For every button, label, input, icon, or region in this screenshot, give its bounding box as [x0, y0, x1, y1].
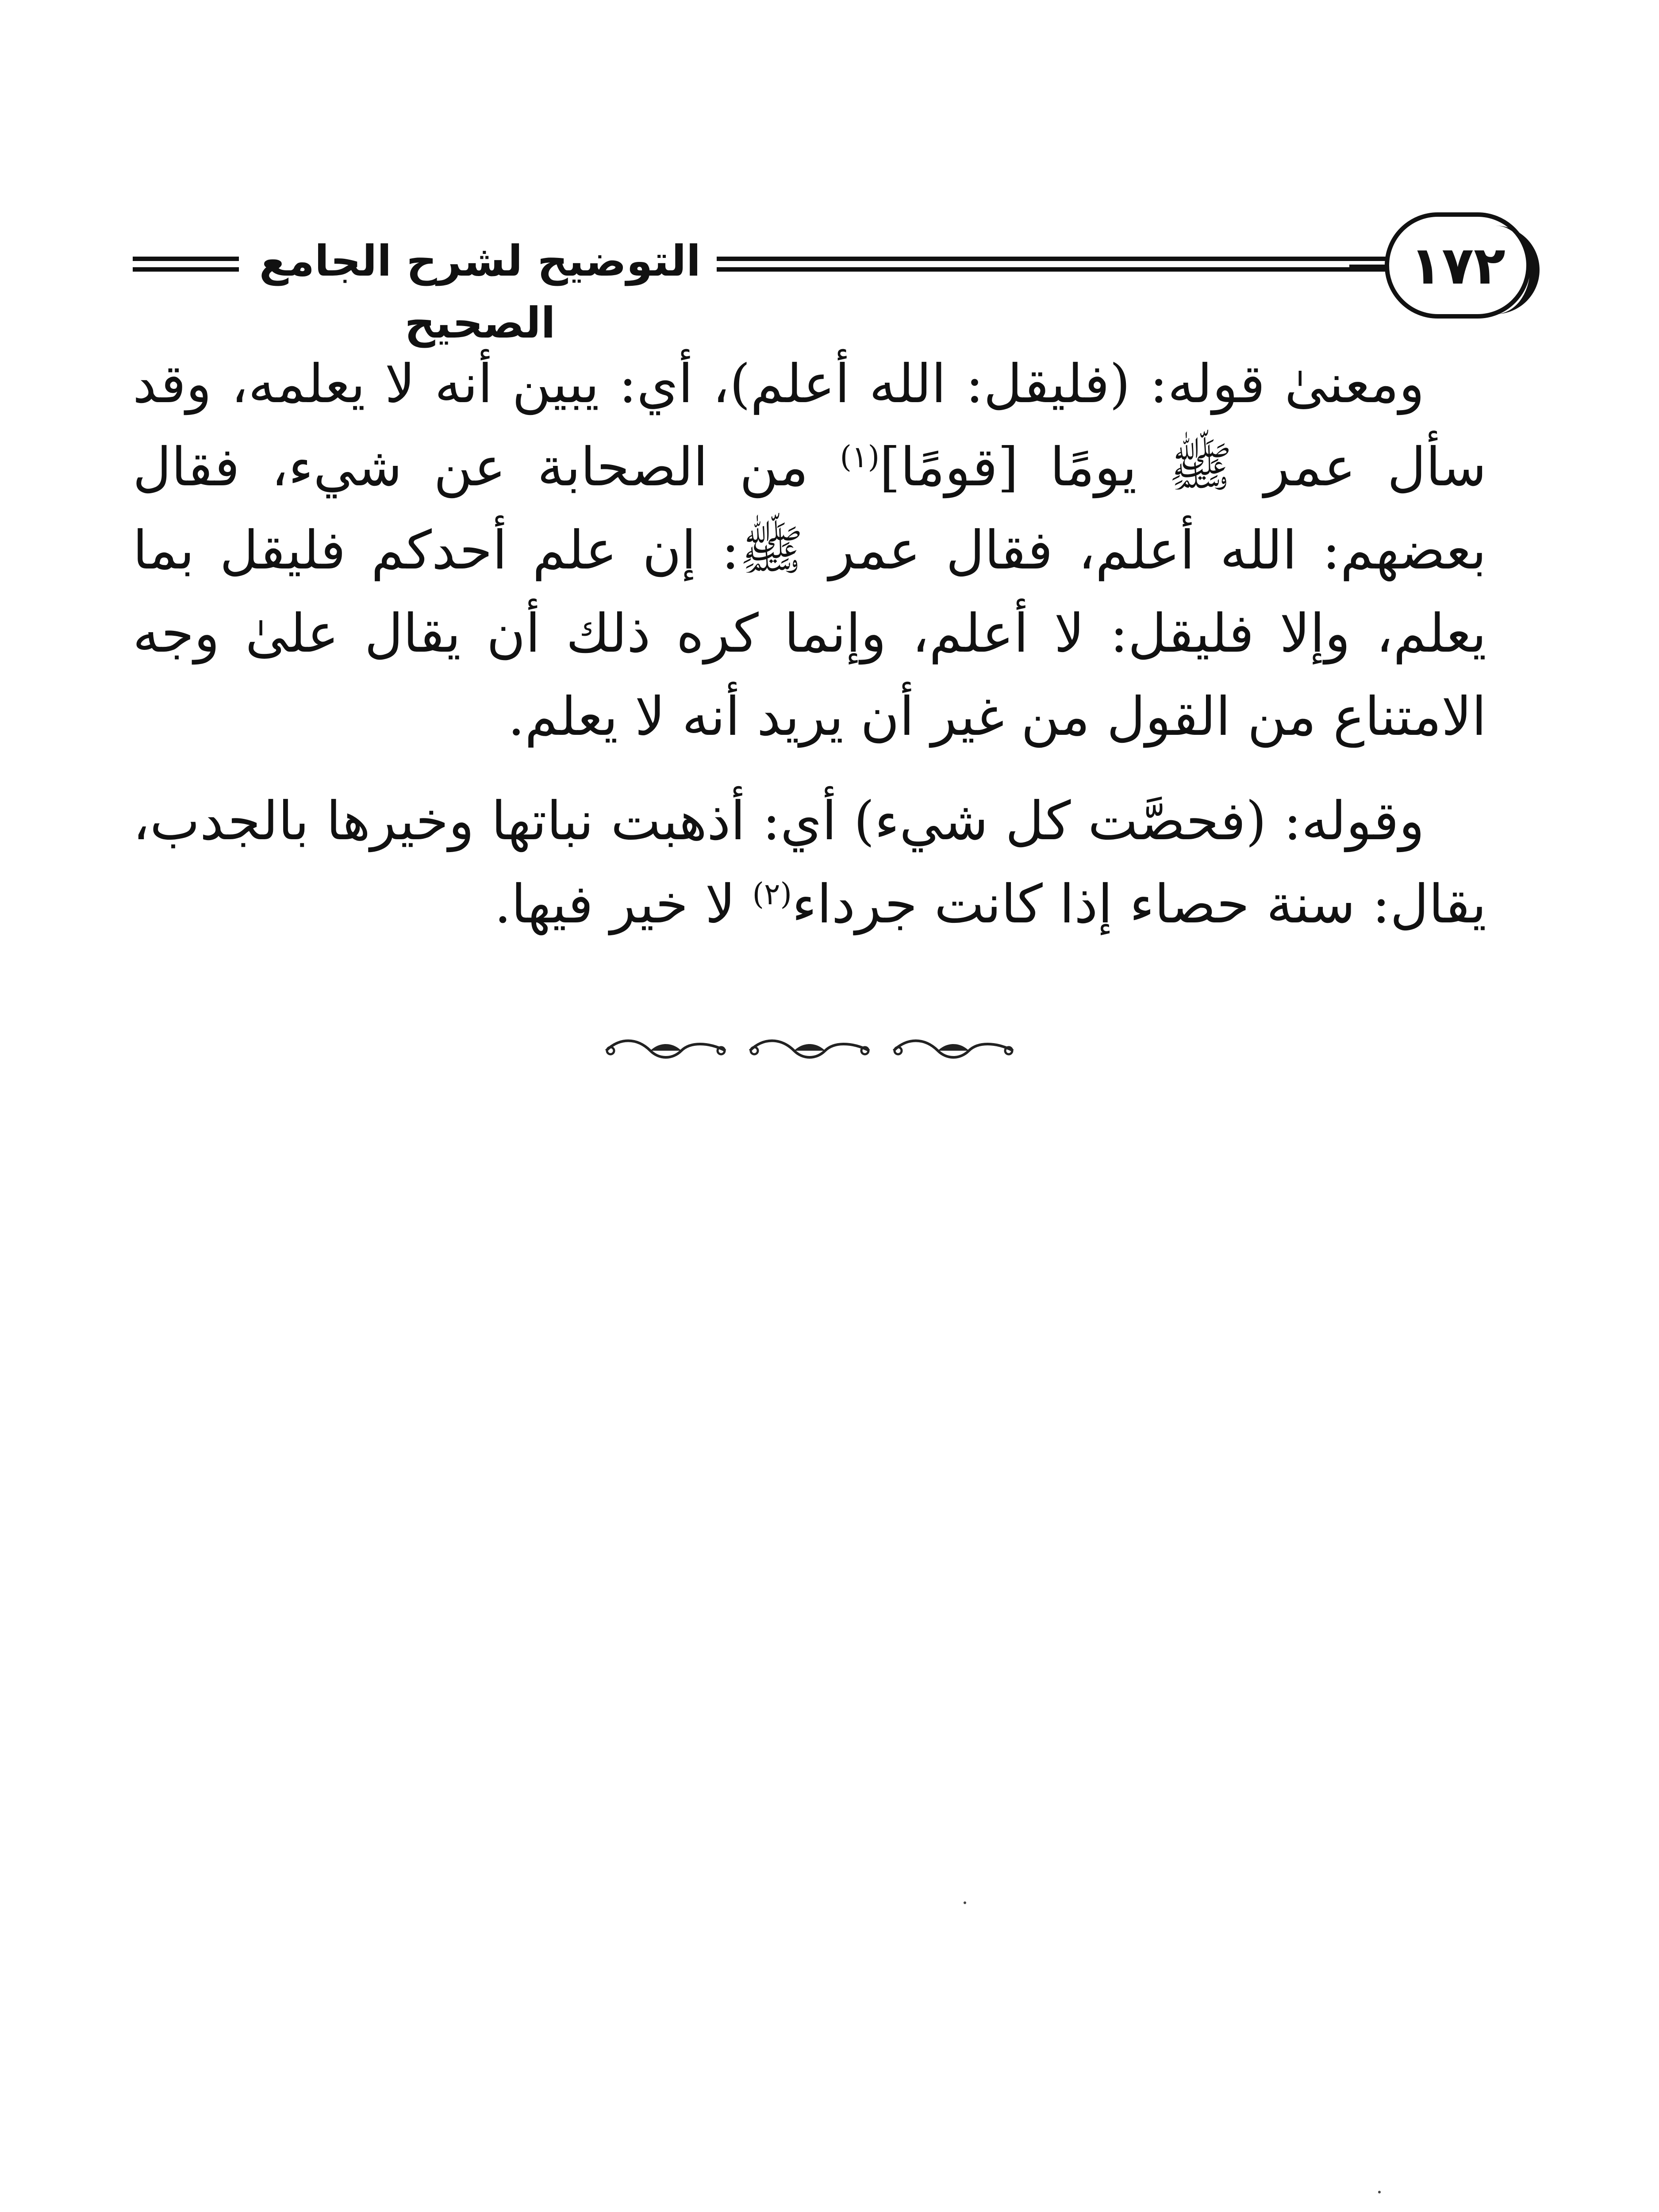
ornament-flourish-icon [889, 1033, 1018, 1068]
page-number: ١٧٢ [1406, 239, 1510, 292]
scan-speck [964, 1901, 966, 1904]
running-title: التوضيح لشرح الجامع الصحيح [259, 236, 701, 348]
footnote-ref-1[interactable]: (١) [840, 440, 880, 475]
body-text [133, 343, 1486, 946]
ornament-flourish-icon [602, 1033, 730, 1068]
ornament-flourish-icon [745, 1033, 874, 1068]
paragraph-1-text-a: ومعنىٰ قوله: (فليقل: الله أعلم)، أي: يبين أنه لا يعلمه، وقد سأل عمر ﷺ يومًا [قومًا] [133, 353, 1486, 498]
running-header [133, 212, 1506, 348]
paragraph-2-text-a: وقوله: (فحصَّت كل شيء) أي: أذهبت نباتها وخيرها بالجدب، يقال: سنة حصاء إذا كانت جرداء [133, 791, 1486, 935]
paragraph-2-text-b: لا خير فيها. [494, 874, 753, 935]
header-rule-middle [717, 257, 1394, 272]
page-number-frame [1385, 212, 1531, 319]
paragraph-2 [133, 780, 1486, 946]
scan-speck [1378, 2191, 1381, 2193]
paragraph-1 [133, 343, 1486, 759]
header-rule-left [133, 257, 239, 272]
footnote-ref-2[interactable]: (٢) [752, 877, 792, 912]
section-end-ornament [602, 1031, 1018, 1071]
paragraph-1-text-b: من الصحابة عن شيء، فقال بعضهم: الله أعلم، فقال عمر ﷺ: إن علم أحدكم فليقل بما يعلم، وإلا فليقل: لا أعلم، وإنما كره ذلك أن يقال علىٰ وجه الامتناع من القول من غير أن يريد أنه لا يعلم. [133, 437, 1486, 748]
